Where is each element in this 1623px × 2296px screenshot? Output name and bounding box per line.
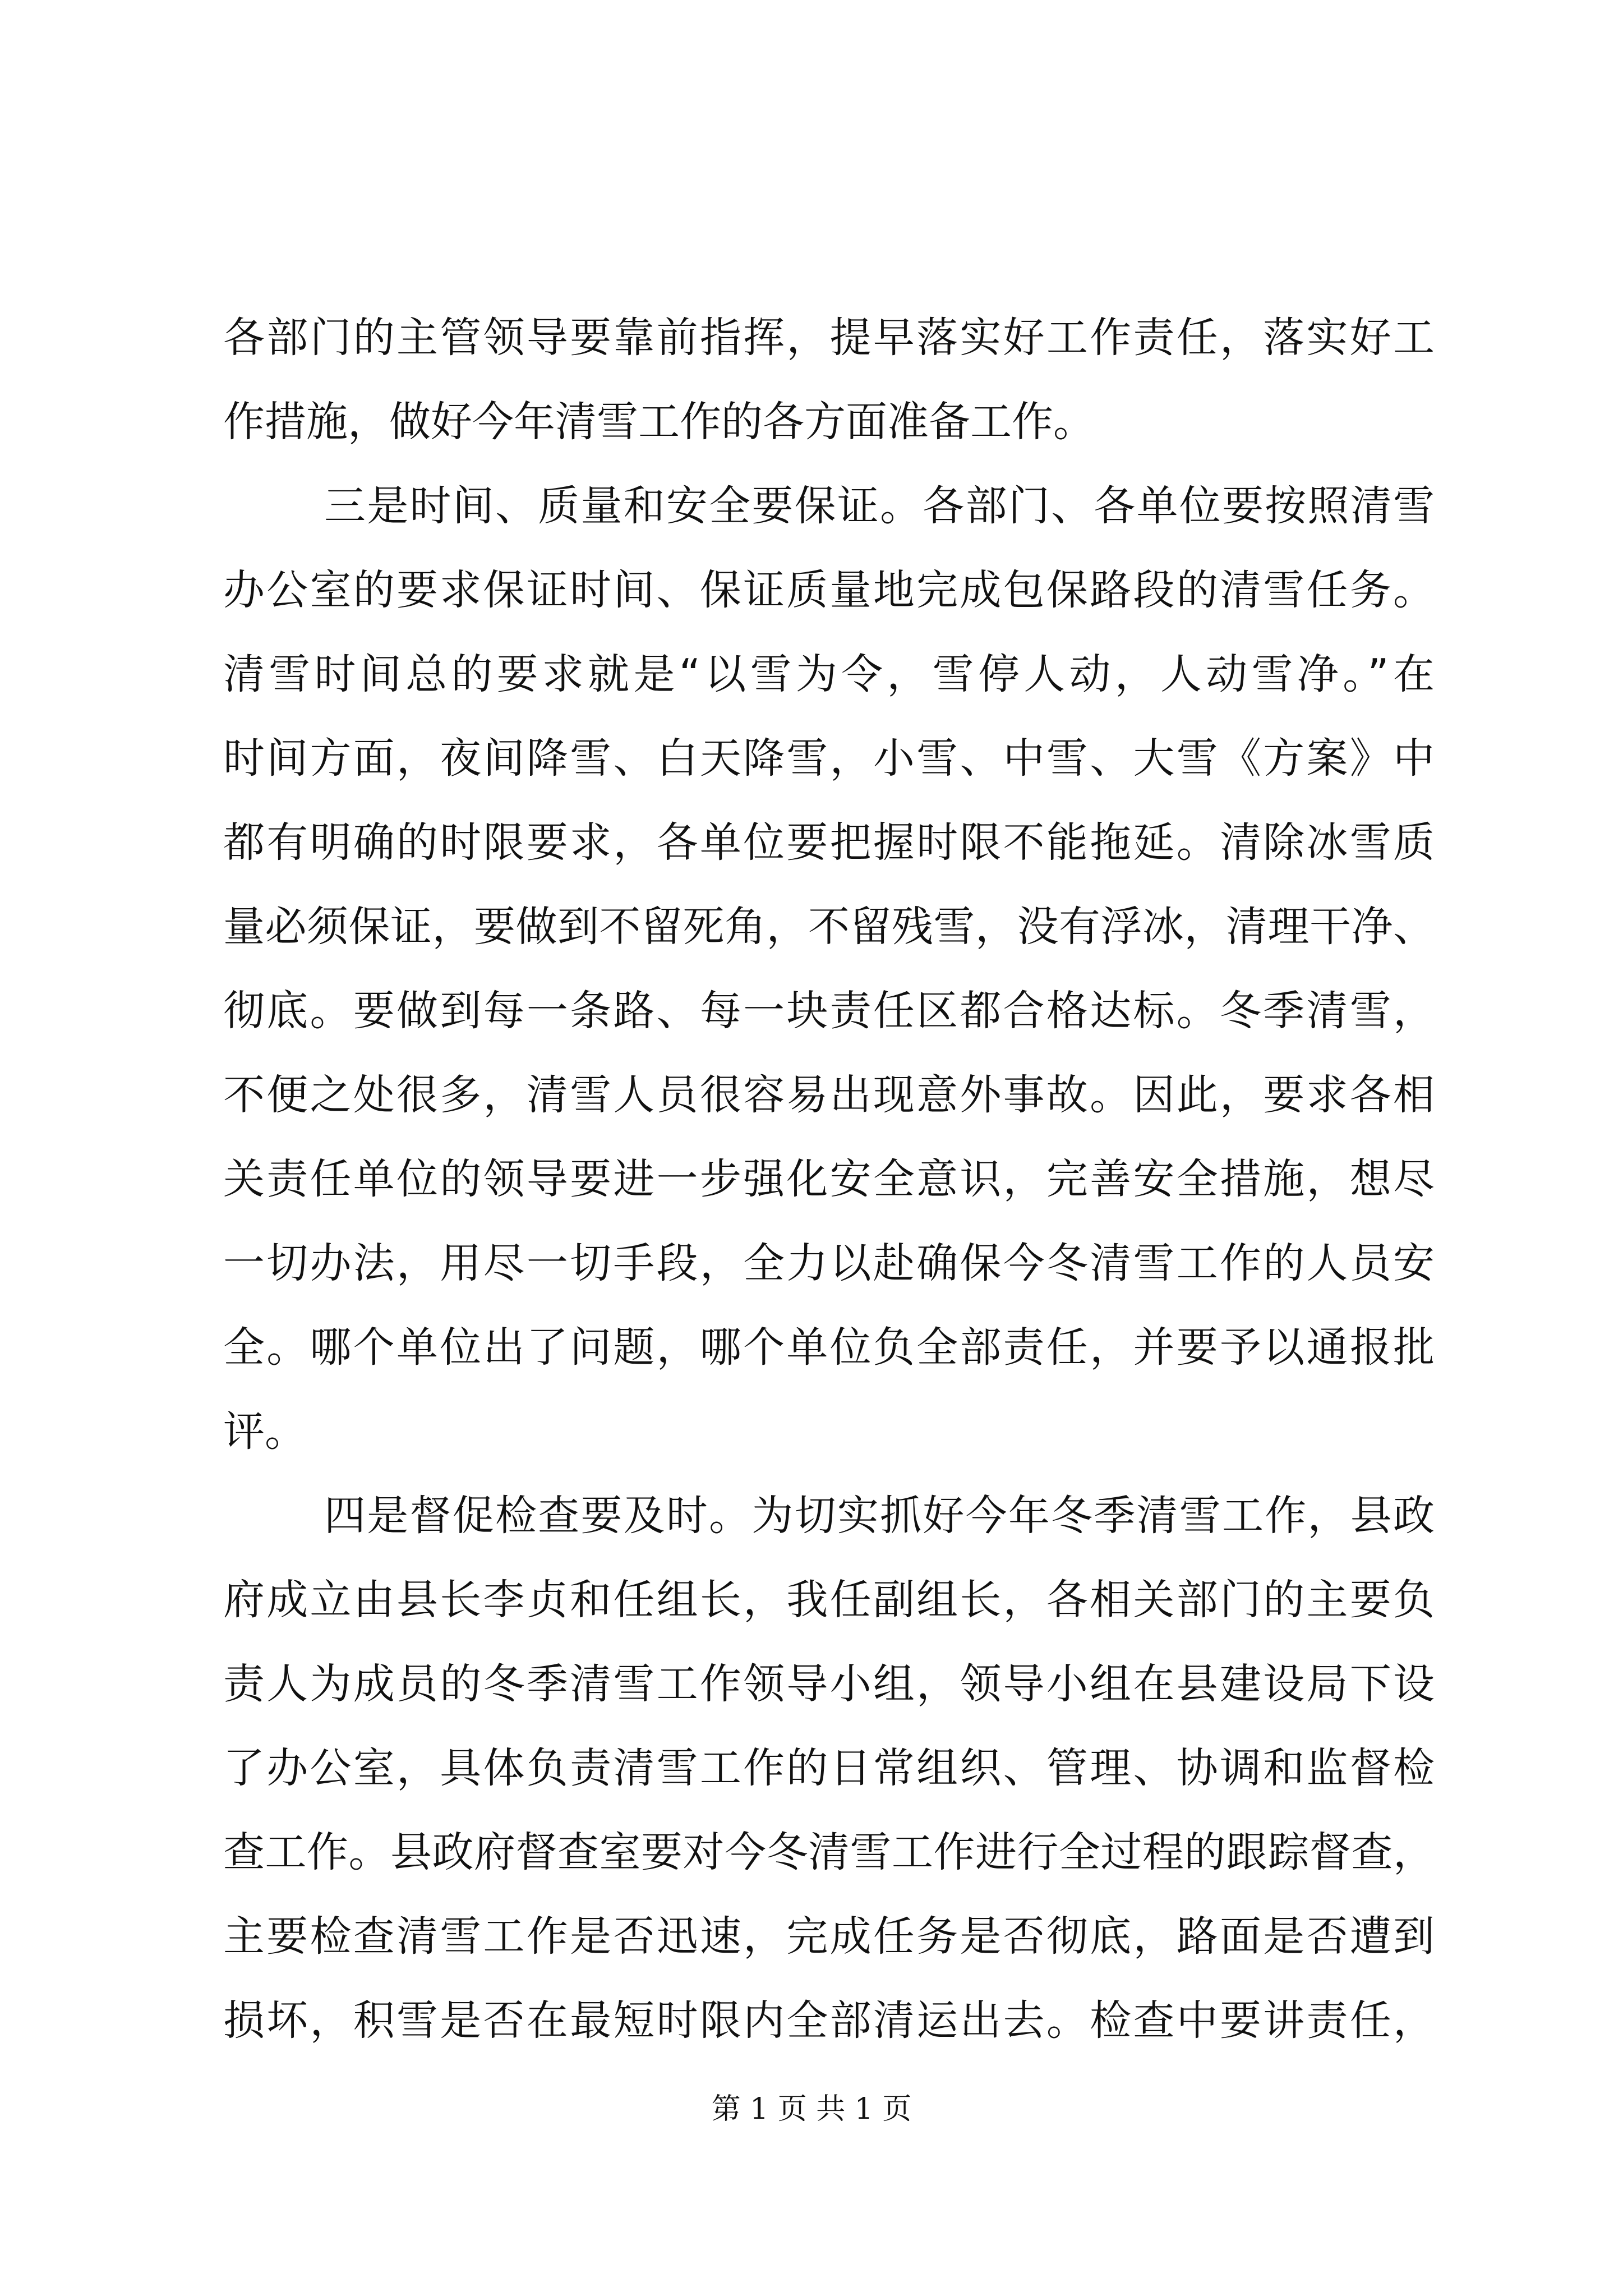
text-line: 各部门的主管领导要靠前指挥，提早落实好工作责任，落实好工 — [223, 314, 1435, 362]
text-line: 评。 — [223, 1407, 306, 1456]
page-footer — [0, 2087, 1623, 2132]
text-line: 都有明确的时限要求，各单位要把握时限不能拖延。清除冰雪质 — [223, 818, 1435, 867]
text-line: 清雪时间总的要求就是“以雪为令，雪停人动，人动雪净。”在 — [223, 650, 1435, 698]
text-line: 主要检查清雪工作是否迅速，完成任务是否彻底，路面是否遭到 — [223, 1912, 1435, 1961]
paragraph-start-line: 三是时间、质量和安全要保证。各部门、各单位要按照清雪 — [324, 482, 1435, 530]
text-line: 办公室的要求保证时间、保证质量地完成包保路段的清雪任务。 — [223, 566, 1435, 614]
text-line: 时间方面，夜间降雪、白天降雪，小雪、中雪、大雪《方案》中 — [223, 734, 1435, 783]
text-line: 一切办法，用尽一切手段，全力以赴确保今冬清雪工作的人员安 — [223, 1239, 1435, 1287]
text-line: 彻底。要做到每一条路、每一块责任区都合格达标。冬季清雪， — [223, 987, 1435, 1035]
paragraph-start-line: 四是督促检查要及时。为切实抓好今年冬季清雪工作，县政 — [324, 1492, 1435, 1540]
text-line: 查工作。县政府督查室要对今冬清雪工作进行全过程的跟踪督查， — [223, 1828, 1435, 1876]
text-line: 不便之处很多，清雪人员很容易出现意外事故。因此，要求各相 — [223, 1071, 1435, 1119]
text-line: 了办公室，具体负责清雪工作的日常组织、管理、协调和监督检 — [223, 1744, 1435, 1792]
text-line: 责人为成员的冬季清雪工作领导小组，领导小组在县建设局下设 — [223, 1660, 1435, 1708]
text-line: 府成立由县长李贞和任组长，我任副组长，各相关部门的主要负 — [223, 1576, 1435, 1624]
text-line: 关责任单位的领导要进一步强化安全意识，完善安全措施，想尽 — [223, 1155, 1435, 1203]
page-number: 第 1 页 共 1 页 — [711, 2092, 912, 2126]
text-line: 量必须保证，要做到不留死角，不留残雪，没有浮冰，清理干净、 — [223, 903, 1435, 951]
text-line: 全。哪个单位出了问题，哪个单位负全部责任，并要予以通报批 — [223, 1323, 1435, 1372]
text-line: 损坏，积雪是否在最短时限内全部清运出去。检查中要讲责任， — [223, 1996, 1435, 2045]
text-line: 作措施，做好今年清雪工作的各方面准备工作。 — [223, 398, 1095, 446]
